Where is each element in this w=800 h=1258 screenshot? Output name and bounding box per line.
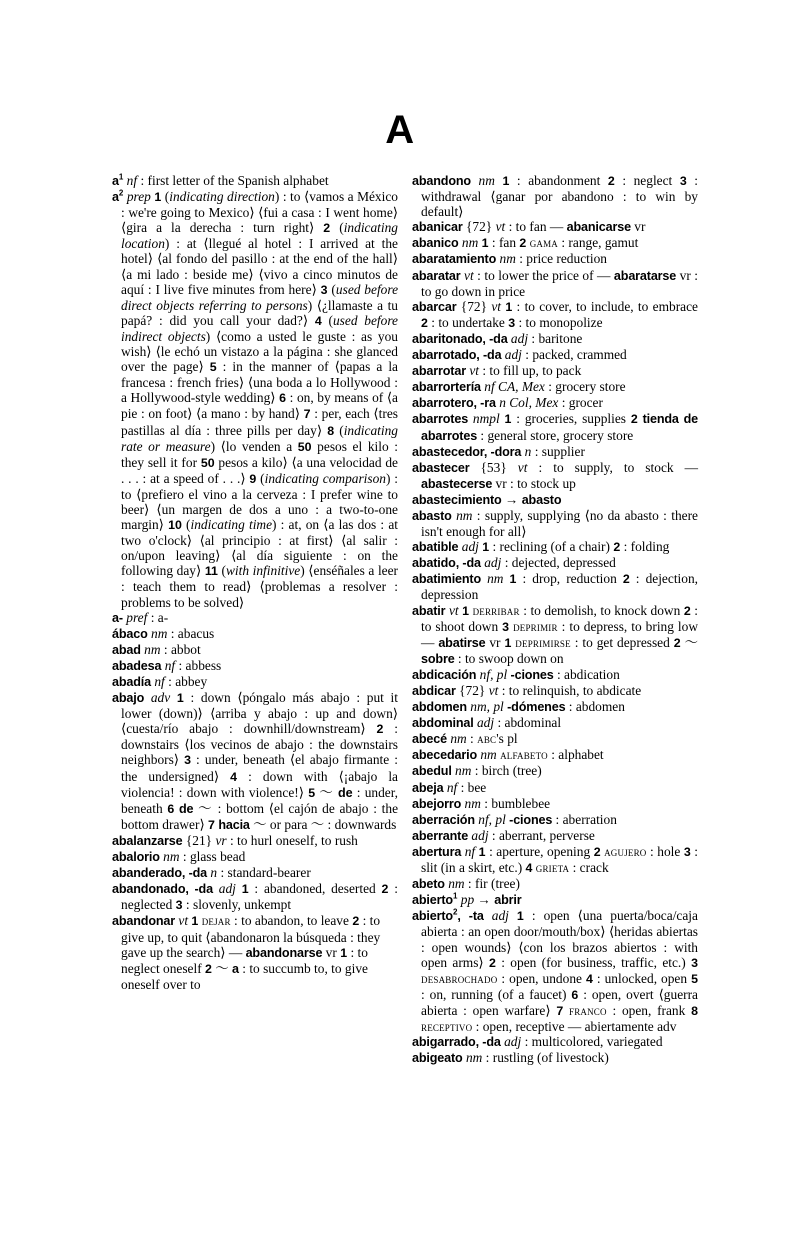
entry-part-of-speech: pp — [460, 892, 475, 908]
entry-part-of-speech: nm — [163, 849, 180, 865]
dictionary-entry — [412, 908, 698, 1034]
entry-headword: abasto — [412, 508, 452, 523]
entry-headword: abecedario — [412, 748, 477, 763]
dictionary-entry — [412, 539, 698, 555]
entry-definition: : aberrant, perverse — [488, 827, 595, 843]
entry-definition: : price reduction — [515, 251, 607, 267]
entry-definition: 1 : drop, reduction 2 : dejection, depression — [421, 571, 699, 603]
entry-part-of-speech: vt — [448, 602, 459, 618]
entry-definition: : abbess — [175, 657, 222, 673]
entry-part-of-speech: adv — [150, 690, 171, 706]
entry-part-of-speech: nm — [151, 625, 168, 641]
entry-headword: abarrotero, -ra — [412, 396, 496, 411]
entry-headword: abaratamiento — [412, 252, 497, 267]
entry-part-of-speech: vt — [495, 219, 506, 235]
entry-headword: abajo — [112, 691, 145, 706]
entry-homograph-number: 2 — [118, 188, 124, 198]
entry-headword: abastecedor, -dora — [412, 444, 522, 459]
dictionary-entry — [412, 299, 698, 331]
dictionary-entry — [412, 444, 698, 460]
entry-part-of-speech: vt — [178, 913, 189, 929]
entry-part-of-speech: adj — [484, 555, 502, 571]
dictionary-entry — [412, 763, 698, 779]
dictionary-entry — [112, 881, 398, 913]
entry-part-of-speech: nm — [478, 173, 495, 188]
entry-definition: : multicolored, variegated — [521, 1034, 663, 1050]
entry-definition: : to relinquish, to abdicate — [498, 683, 642, 698]
dictionary-entry — [412, 331, 698, 347]
dictionary-entry — [412, 747, 698, 763]
entry-part-of-speech: nf — [446, 779, 458, 795]
entry-definition: 1 dejar : to abandon, to leave 2 : to give up, to quit ⟨abandonaron la búsqueda : they gave up the search⟩ — abandonarse vr 1 : to neglect oneself 2 ～ a : to succumb to, to give oneself over to — [121, 913, 381, 992]
entry-part-of-speech: adj — [491, 908, 509, 924]
entry-homograph-number: 1 — [452, 891, 458, 901]
entry-conjugation-ref: {72} — [460, 298, 488, 314]
entry-part-of-speech: vt — [469, 363, 479, 379]
dictionary-entry — [112, 610, 398, 626]
entry-definition: -ciones : abdication — [510, 666, 620, 682]
entry-headword: abertura — [412, 844, 462, 859]
entry-part-of-speech: nf — [164, 657, 176, 673]
entry-headword: abanico — [412, 236, 459, 251]
entry-definition: : grocer — [558, 395, 603, 411]
entry-headword: ábaco — [112, 626, 148, 641]
entry-conjugation-ref: {72} — [459, 683, 486, 698]
dictionary-entry — [112, 658, 398, 674]
entry-part-of-speech: prep — [126, 189, 151, 205]
dictionary-entry — [412, 796, 698, 812]
entry-part-of-speech: nf, pl — [478, 811, 506, 827]
entry-headword: abanderado, -da — [112, 866, 208, 881]
entry-definition: : to fan — abanicarse vr — [505, 219, 646, 235]
dictionary-entry — [112, 642, 398, 658]
entry-part-of-speech: nm — [456, 507, 473, 523]
right-column — [412, 173, 698, 1066]
dictionary-entry — [412, 828, 698, 844]
entry-part-of-speech: adj — [504, 347, 522, 363]
dictionary-entry — [412, 251, 698, 267]
dictionary-entry — [112, 626, 398, 642]
entry-part-of-speech: n Col, Mex — [499, 395, 559, 411]
dictionary-entry — [112, 674, 398, 690]
entry-definition: 1 (indicating direction) : to ⟨vamos a México : we're going to Mexico⟩ ⟨fui a casa : I went home⟩ ⟨gira a la derecha : turn right⟩ 2 (indicating location) : at ⟨llegué al hotel : I arrived at the hotel⟩ ⟨al fondo del pasillo : at the end of the hall⟩ ⟨a mi lado : beside me⟩ ⟨vivo a cinco minutos de aquí : I live five minutes from here⟩ 3 (used before direct objects referring to persons) ⟨¿llamaste a tu papá? : did you call your dad?⟩ 4 (used before indirect objects) ⟨como a usted le guste : as you wish⟩ ⟨le echó un vistazo a la página : she glanced over the page⟩ 5 : in the manner of ⟨papas a la francesa : french fries⟩ ⟨una boda a lo Hollywood : a Hollywood-style wedding⟩ 6 : on, by means of ⟨a pie : on foot⟩ ⟨a mano : by hand⟩ 7 : per, each ⟨tres pastillas al día : three pills per day⟩ 8 (indicating rate or measure) ⟨lo venden a 50 pesos el kilo : they sell it for 50 pesos a kilo⟩ ⟨a una velocidad de . . . : at a speed of . . .⟩ 9 (indicating comparison) : to ⟨prefiero el vino a la cerveza : I prefer wine to beer⟩ ⟨un margen de dos a uno : a two-to-one margin⟩ 10 (indicating time) : at, on ⟨a las dos : at two o'clock⟩ ⟨al principio : at first⟩ ⟨al salir : on/upon leaving⟩ ⟨al día siguiente : on the following day⟩ 11 (with infinitive) ⟨enséñales a leer : teach them to read⟩ ⟨problemas a resolver : problems to be solved⟩ — [121, 189, 399, 610]
entry-definition: : grocery store — [544, 379, 626, 395]
dictionary-entry — [412, 892, 698, 908]
entry-headword: abad — [112, 642, 141, 657]
entry-headword: abarcar — [412, 299, 457, 314]
entry-definition: 1 : abandoned, deserted 2 : neglected 3 : slovenly, unkempt — [121, 881, 398, 913]
entry-definition: alfabeto : alphabet — [500, 747, 604, 763]
entry-definition: : bumblebee — [480, 795, 551, 811]
entry-definition: → abrir — [474, 892, 522, 908]
entry-definition: : abbey — [164, 674, 208, 689]
entry-homograph-number: 1 — [118, 172, 124, 182]
entry-definition: → abasto — [501, 491, 562, 507]
entry-definition: : birch (tree) — [471, 763, 542, 779]
entry-headword: abarrortería — [412, 380, 481, 395]
entry-definition: : first letter of the Spanish alphabet — [137, 173, 329, 188]
entry-conjugation-ref: {53} — [480, 459, 507, 475]
entry-part-of-speech: nm — [461, 235, 479, 251]
entry-headword: abierto — [412, 893, 453, 908]
left-column — [112, 173, 398, 992]
dictionary-entry — [412, 667, 698, 683]
entry-part-of-speech: adj — [476, 715, 495, 731]
entry-part-of-speech: nf CA, Mex — [484, 379, 545, 395]
entry-headword: abaratar — [412, 268, 461, 283]
entry-headword: abierto — [412, 909, 453, 924]
entry-part-of-speech: adj — [504, 1034, 522, 1050]
entry-headword: a — [112, 174, 119, 188]
entry-part-of-speech: pref — [126, 609, 148, 625]
entry-part-of-speech: vt — [491, 298, 502, 314]
entry-definition: : supply, supplying ⟨no da abasto : there isn't enough for all⟩ — [421, 507, 698, 540]
entry-definition: : abbot — [160, 641, 201, 657]
entry-definition: : supplier — [531, 443, 585, 459]
dictionary-entry — [412, 603, 698, 667]
entry-part-of-speech: nm — [450, 731, 467, 747]
entry-definition: : rustling (of livestock) — [482, 1050, 609, 1066]
dictionary-entry — [112, 189, 398, 610]
dictionary-entry — [112, 913, 398, 991]
entry-definition: : to fill up, to pack — [478, 363, 582, 379]
entry-part-of-speech: adj — [471, 827, 489, 843]
entry-headword: abadía — [112, 675, 151, 689]
entry-headword: abedul — [412, 764, 452, 779]
dictionary-entry — [412, 683, 698, 699]
entry-definition: -ciones : aberration — [509, 811, 617, 827]
entry-headword: abarrotes — [412, 412, 469, 427]
entry-headword: abarrotado, -da — [412, 348, 502, 363]
entry-headword: abeto — [412, 877, 445, 892]
entry-headword: abastecer — [412, 460, 470, 475]
entry-headword: abalanzarse — [112, 833, 183, 848]
entry-definition: 1 : fan 2 gama : range, gamut — [481, 235, 639, 251]
entry-definition: : packed, crammed — [521, 347, 627, 363]
entry-headword: abandonar — [112, 914, 176, 929]
entry-headword: abatido, -da — [412, 556, 481, 571]
entry-headword: abaritonado, -da — [412, 331, 508, 346]
dictionary-entry — [112, 173, 398, 189]
entry-definition: : to supply, to stock — abastecerse vr : to stock up — [421, 459, 698, 491]
entry-definition: 1 : open ⟨una puerta/boca/caja abierta : an open door/mouth/box⟩ ⟨heridas abiertas : open wounds⟩ ⟨con los brazos abiertos : with open arms⟩ 2 : open (for business, traffic, etc.) 3 desabrochado : open, undone 4 : unlocked, open 5 : on, running (of a faucet) 6 : open, overt ⟨guerra abierta : open warfare⟩ 7 franco : open, frank 8 receptivo : open, receptive — abiertamente adv — [421, 908, 698, 1034]
entry-conjugation-ref: {72} — [465, 219, 493, 235]
dictionary-entry — [412, 395, 698, 411]
dictionary-entry — [412, 460, 698, 492]
entry-homograph-number: 2 — [452, 907, 458, 917]
dictionary-entry — [412, 1034, 698, 1050]
entry-part-of-speech: vt — [517, 459, 528, 475]
dictionary-entry — [412, 411, 698, 443]
entry-definition: : baritone — [528, 330, 583, 346]
dictionary-entry — [112, 833, 398, 849]
entry-definition: 1 : groceries, supplies 2 tienda de abarrotes : general store, grocery store — [421, 411, 698, 443]
dictionary-entry — [412, 812, 698, 828]
dictionary-entry — [412, 492, 698, 508]
dictionary-entry — [112, 865, 398, 881]
entry-definition: : to hurl oneself, to rush — [226, 832, 358, 848]
dictionary-entry — [412, 219, 698, 235]
entry-part-of-speech: nmpl — [472, 411, 500, 427]
entry-headword: abdomen — [412, 700, 467, 715]
entry-headword: abdicación — [412, 667, 477, 682]
entry-definition: : abc's pl — [466, 731, 518, 747]
entry-definition: : fir (tree) — [464, 876, 520, 892]
entry-headword: abigarrado, -da — [412, 1035, 501, 1050]
entry-headword: abandonado, -da — [112, 882, 213, 897]
column-container — [112, 173, 698, 1066]
entry-definition: 1 : down ⟨póngalo más abajo : put it lower (down)⟩ ⟨arriba y abajo : up and down⟩ ⟨cuesta/río abajo : downhill/downstream⟩ 2 : downstairs ⟨los vecinos de abajo : the downstairs neighbors⟩ 3 : under, beneath ⟨el abajo firmante : the undersigned⟩ 4 : down with ⟨¡abajo la violencia! : down with violence!⟩ 5 ～ de : under, beneath 6 de ～ : bottom ⟨el cajón de abajo : the bottom drawer⟩ 7 hacia ～ or para ～ : downwards — [121, 690, 399, 832]
entry-definition: : glass bead — [179, 849, 246, 865]
entry-part-of-speech: nf — [126, 173, 138, 188]
entry-definition: 1 : reclining (of a chair) 2 : folding — [482, 539, 670, 555]
dictionary-entry — [412, 363, 698, 379]
entry-part-of-speech: nm — [144, 641, 161, 657]
entry-part-of-speech: vt — [464, 267, 474, 283]
dictionary-entry — [412, 347, 698, 363]
dictionary-entry — [412, 715, 698, 731]
dictionary-entry — [412, 780, 698, 796]
page-letter-heading: A — [385, 108, 415, 152]
entry-part-of-speech: n — [524, 443, 532, 459]
entry-headword-suffix: , -ta — [457, 909, 484, 924]
entry-part-of-speech: nm — [464, 795, 481, 811]
entry-headword: abeja — [412, 780, 444, 795]
entry-definition: : a- — [147, 609, 169, 625]
entry-definition: : abacus — [167, 625, 215, 641]
entry-part-of-speech: nf — [154, 674, 165, 689]
dictionary-entry — [412, 379, 698, 395]
entry-part-of-speech: nf — [464, 843, 476, 859]
entry-headword: abdicar — [412, 684, 456, 698]
entry-conjugation-ref: {21} — [185, 832, 213, 848]
entry-part-of-speech: nm — [455, 763, 472, 779]
entry-part-of-speech: n — [210, 865, 218, 881]
entry-headword: abadesa — [112, 658, 162, 673]
entry-part-of-speech: nm — [499, 251, 516, 267]
entry-headword: abanicar — [412, 220, 463, 235]
entry-headword: abejorro — [412, 796, 462, 811]
dictionary-entry — [412, 844, 698, 876]
entry-headword: aberrante — [412, 828, 469, 843]
entry-headword: aberración — [412, 812, 475, 827]
entry-definition: : abdominal — [494, 715, 562, 731]
entry-definition: : bee — [457, 779, 487, 795]
entry-definition: 1 : to cover, to include, to embrace 2 : to undertake 3 : to monopolize — [421, 298, 698, 330]
entry-definition: : to lower the price of — abaratarse vr : to go down in price — [421, 267, 698, 299]
entry-part-of-speech: nf, pl — [479, 666, 508, 682]
entry-headword: a — [112, 190, 119, 205]
dictionary-entry — [412, 731, 698, 747]
dictionary-entry — [412, 268, 698, 299]
dictionary-entry — [412, 876, 698, 892]
entry-part-of-speech: adj — [510, 330, 529, 346]
dictionary-entry — [412, 571, 698, 602]
dictionary-entry — [112, 690, 398, 833]
entry-definition: -dómenes : abdomen — [507, 699, 625, 715]
entry-headword: abandono — [412, 174, 471, 188]
dictionary-entry — [412, 699, 698, 715]
dictionary-entry — [412, 235, 698, 251]
entry-part-of-speech: nm — [480, 747, 497, 763]
entry-part-of-speech: vt — [488, 683, 499, 698]
entry-headword: abdominal — [412, 716, 474, 731]
entry-headword: a- — [112, 610, 123, 625]
entry-headword: abalorio — [112, 850, 160, 865]
entry-definition: 1 derribar : to demolish, to knock down 2 : to shoot down 3 deprimir : to depress, to bring low — abatirse vr 1 deprimirse : to get depressed 2 ～ sobre : to swoop down on — [421, 602, 699, 666]
dictionary-entry — [412, 508, 698, 539]
entry-part-of-speech: nm, pl — [470, 699, 504, 715]
dictionary-entry — [112, 849, 398, 865]
entry-part-of-speech: adj — [218, 881, 236, 897]
entry-headword: abastecimiento — [412, 492, 502, 507]
dictionary-entry — [412, 173, 698, 219]
entry-part-of-speech: nm — [465, 1050, 483, 1066]
entry-part-of-speech: adj — [461, 539, 479, 555]
entry-headword: abecé — [412, 732, 447, 747]
dictionary-entry — [412, 555, 698, 571]
dictionary-entry — [412, 1050, 698, 1066]
entry-headword: abigeato — [412, 1051, 463, 1066]
entry-headword: abatir — [412, 603, 446, 618]
entry-part-of-speech: nm — [448, 876, 465, 892]
entry-part-of-speech: nm — [487, 571, 504, 587]
entry-definition: : standard-bearer — [217, 865, 311, 881]
entry-definition: : dejected, depressed — [501, 555, 616, 571]
entry-definition: 1 : abandonment 2 : neglect 3 : withdrawal ⟨ganar por abandono : to win by default⟩ — [421, 173, 699, 220]
entry-definition: 1 : aperture, opening 2 agujero : hole 3 : slit (in a skirt, etc.) 4 grieta : crack — [421, 843, 698, 876]
entry-headword: abarrotar — [412, 364, 466, 379]
entry-headword: abatimiento — [412, 572, 482, 587]
entry-part-of-speech: vr — [215, 832, 227, 848]
entry-headword: abatible — [412, 540, 459, 555]
